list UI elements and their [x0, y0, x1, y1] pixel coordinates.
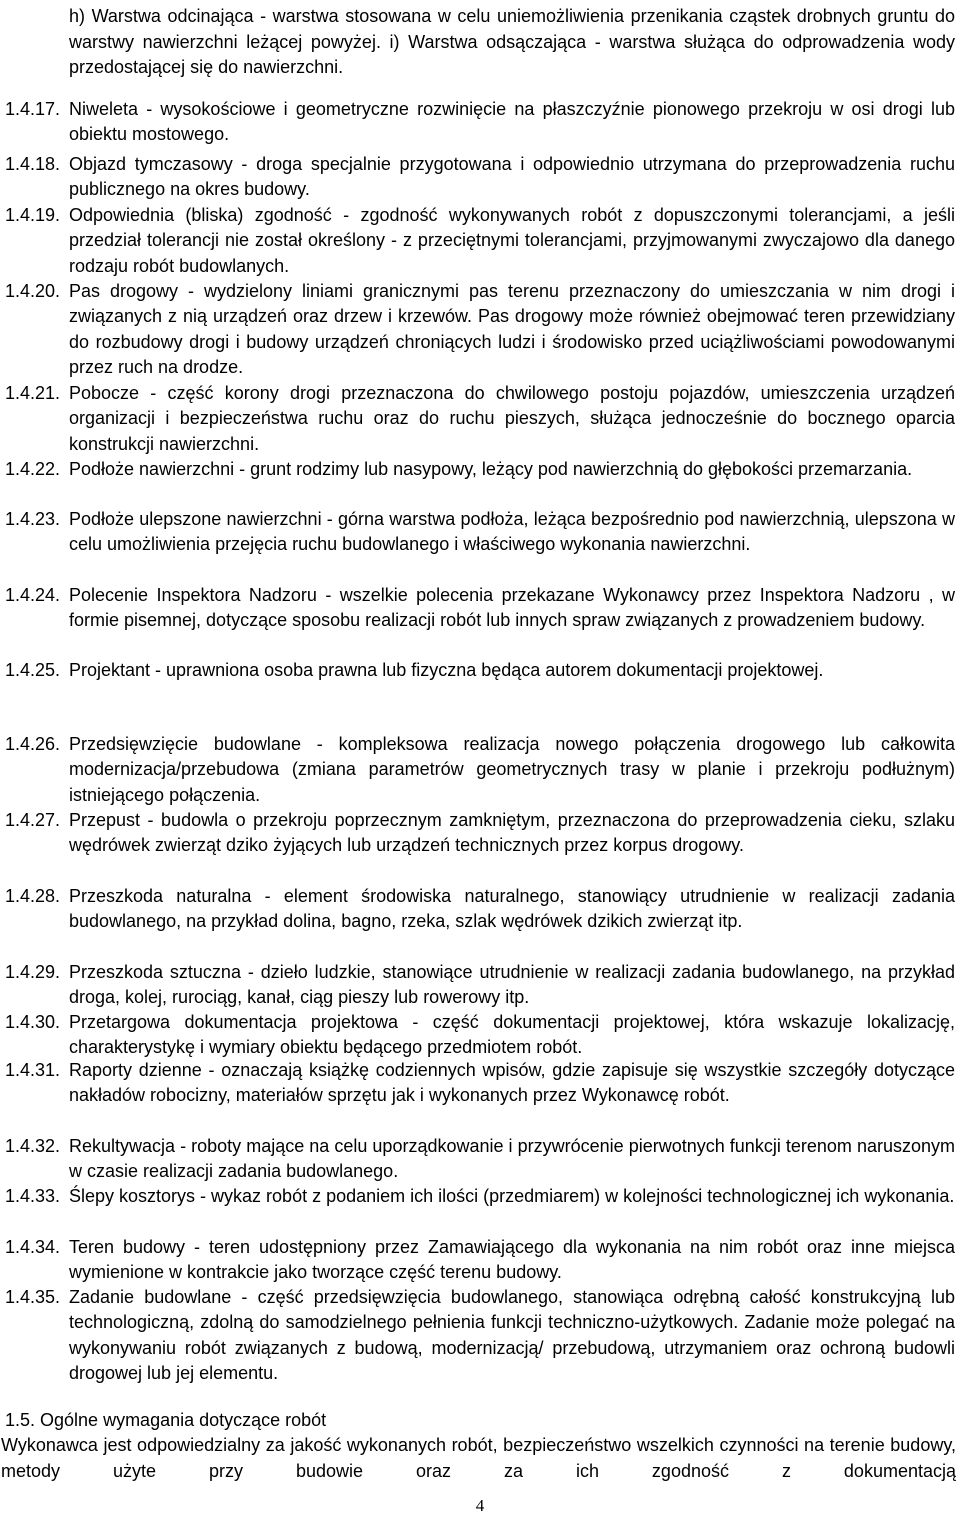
- definition-number: 1.4.30.: [5, 1012, 61, 1032]
- intro-paragraph: h) Warstwa odcinająca - warstwa stosowana w celu uniemożliwienia przenikania cząstek drobnych gruntu do warstwy nawierzchni leżącej powyżej. i) Warstwa odsączająca - warstwa służąca do odprowadzenia wody przedostającej się do nawierzchni.: [69, 6, 955, 78]
- definition-number: 1.4.19.: [5, 205, 61, 225]
- definition-number: 1.4.27.: [5, 810, 61, 830]
- definition-number: 1.4.28.: [5, 886, 61, 906]
- definition-text: Zadanie budowlane - część przedsięwzięcia budowlanego, stanowiąca odrębną całość konstrukcyjną lub technologiczną, zdolną do samodzielnego pełnienia funkcji techniczno-użytkowych. Zadanie może polegać na wykonywaniu robót związanych z budową, modernizacją/ przebudową, utrzymaniem oraz ochroną budowli drogowej lub jej elementu.: [69, 1287, 955, 1383]
- definition-number: 1.4.34.: [5, 1237, 61, 1257]
- definition-entry: [5, 1235, 955, 1286]
- definition-text: Pas drogowy - wydzielony liniami granicznymi pas terenu przeznaczony do umieszczania w nim drogi i związanych z nią urządzeń oraz drzew i krzewów. Pas drogowy może również obejmować teren przewidziany do rozbudowy drogi i budowy urządzeń chroniących ludzi i środowisko przed uciążliwościami powodowanymi przez ruch na drodze.: [69, 281, 955, 377]
- definition-number: 1.4.26.: [5, 734, 61, 754]
- definition-number: 1.4.25.: [5, 660, 61, 680]
- definition-entry: [5, 152, 955, 203]
- definition-entry: [5, 1134, 955, 1185]
- definition-number: 1.4.35.: [5, 1287, 61, 1307]
- definition-entry: [5, 97, 955, 148]
- definition-entry: [5, 203, 955, 279]
- definition-text: Odpowiednia (bliska) zgodność - zgodność wykonywanych robót z dopuszczonymi tolerancjami, a jeśli przedział tolerancji nie został określony - z przeciętnymi tolerancjami, przyjmowanymi zwyczajowo dla danego rodzaju robót budowlanych.: [69, 205, 955, 276]
- definition-text: Niweleta - wysokościowe i geometryczne rozwinięcie na płaszczyźnie pionowego przekroju w osi drogi lub obiektu mostowego.: [69, 99, 955, 145]
- definition-text: Teren budowy - teren udostępniony przez Zamawiającego dla wykonania na nim robót oraz inne miejsca wymienione w kontrakcie jako tworzące część terenu budowy.: [69, 1237, 955, 1283]
- definition-number: 1.4.29.: [5, 962, 61, 982]
- definition-entry: [5, 1010, 955, 1061]
- definition-number: 1.4.22.: [5, 459, 61, 479]
- closing-paragraph: Wykonawca jest odpowiedzialny za jakość wykonanych robót, bezpieczeństwo wszelkich czynności na terenie budowy, metody użyte przy budowie oraz za ich zgodność z dokumentacją: [1, 1435, 956, 1481]
- definition-entry: [5, 457, 955, 482]
- definition-entry: [5, 1184, 955, 1209]
- definition-entry: [5, 884, 955, 935]
- definition-entry: [5, 583, 955, 634]
- definition-number: 1.4.31.: [5, 1060, 61, 1080]
- definition-text: Przedsięwzięcie budowlane - kompleksowa realizacja nowego połączenia drogowego lub całkowita modernizacja/przebudowa (zmiana parametrów geometrycznych trasy w planie i przekroju podłużnym) istniejącego połączenia.: [69, 734, 955, 805]
- definition-number: 1.4.20.: [5, 281, 61, 301]
- definition-text: Polecenie Inspektora Nadzoru - wszelkie polecenia przekazane Wykonawcy przez Inspektora Nadzoru , w formie pisemnej, dotyczące sposobu realizacji robót lub innych spraw związanych z prowadzeniem budowy.: [69, 585, 955, 631]
- definition-entry: [5, 381, 955, 457]
- definition-entry: [5, 279, 955, 380]
- definition-text: Objazd tymczasowy - droga specjalnie przygotowana i odpowiednio utrzymana do przeprowadzenia ruchu publicznego na okres budowy.: [69, 154, 955, 200]
- definition-text: Raporty dzienne - oznaczają książkę codziennych wpisów, gdzie zapisuje się wszystkie szczegóły dotyczące nakładów robocizny, materiałów sprzętu jak i wykonanych przez Wykonawcę robót.: [69, 1060, 955, 1106]
- definition-text: Rekultywacja - roboty mające na celu uporządkowanie i przywrócenie pierwotnych funkcji terenom naruszonym w czasie realizacji zadania budowlanego.: [69, 1136, 955, 1182]
- definition-text: Projektant - uprawniona osoba prawna lub fizyczna będąca autorem dokumentacji projektowej.: [69, 660, 824, 680]
- definition-number: 1.4.23.: [5, 509, 61, 529]
- definition-entry: [5, 808, 955, 859]
- definition-number: 1.4.18.: [5, 154, 61, 174]
- definition-number: 1.4.17.: [5, 99, 61, 119]
- definition-entry: [5, 1058, 955, 1109]
- definition-entry: [5, 507, 955, 558]
- definition-text: Przeszkoda naturalna - element środowiska naturalnego, stanowiący utrudnienie w realizacji zadania budowlanego, na przykład dolina, bagno, rzeka, szlak wędrówek dzikich zwierząt itp.: [69, 886, 955, 932]
- definition-entry: [5, 960, 955, 1011]
- page-number: 4: [475, 1496, 485, 1515]
- definition-number: 1.4.33.: [5, 1186, 61, 1206]
- definition-text: Przetargowa dokumentacja projektowa - część dokumentacji projektowej, która wskazuje lokalizację, charakterystykę i wymiary obiektu będącego przedmiotem robót.: [69, 1012, 955, 1058]
- definition-number: 1.4.32.: [5, 1136, 61, 1156]
- definition-text: Przepust - budowla o przekroju poprzecznym zamkniętym, przeznaczona do przeprowadzenia cieku, szlaku wędrówek zwierząt dziko żyjących lub urządzeń technicznych przez korpus drogowy.: [69, 810, 955, 856]
- definition-text: Ślepy kosztorys - wykaz robót z podaniem ich ilości (przedmiarem) w kolejności technologicznej ich wykonania.: [69, 1186, 955, 1206]
- definition-text: Pobocze - część korony drogi przeznaczona do chwilowego postoju pojazdów, umieszczenia urządzeń organizacji i bezpieczeństwa ruchu oraz do ruchu pieszych, służąca jednocześnie do bocznego oparcia konstrukcji nawierzchni.: [69, 383, 955, 454]
- definition-text: Podłoże nawierzchni - grunt rodzimy lub nasypowy, leżący pod nawierzchnią do głębokości przemarzania.: [69, 459, 913, 479]
- definition-entry: [5, 732, 955, 808]
- definition-entry: [5, 658, 955, 683]
- definition-number: 1.4.24.: [5, 585, 61, 605]
- definition-text: Podłoże ulepszone nawierzchni - górna warstwa podłoża, leżąca bezpośrednio pod nawierzchnią, ulepszona w celu umożliwienia przejęcia ruchu budowlanego i właściwego wykonania nawierzchni.: [69, 509, 955, 555]
- section-heading: 1.5. Ogólne wymagania dotyczące robót: [5, 1410, 327, 1430]
- definition-text: Przeszkoda sztuczna - dzieło ludzkie, stanowiące utrudnienie w realizacji zadania budowlanego, na przykład droga, kolej, rurociąg, kanał, ciąg pieszy lub rowerowy itp.: [69, 962, 955, 1008]
- definition-entry: [5, 1285, 955, 1386]
- definition-number: 1.4.21.: [5, 383, 61, 403]
